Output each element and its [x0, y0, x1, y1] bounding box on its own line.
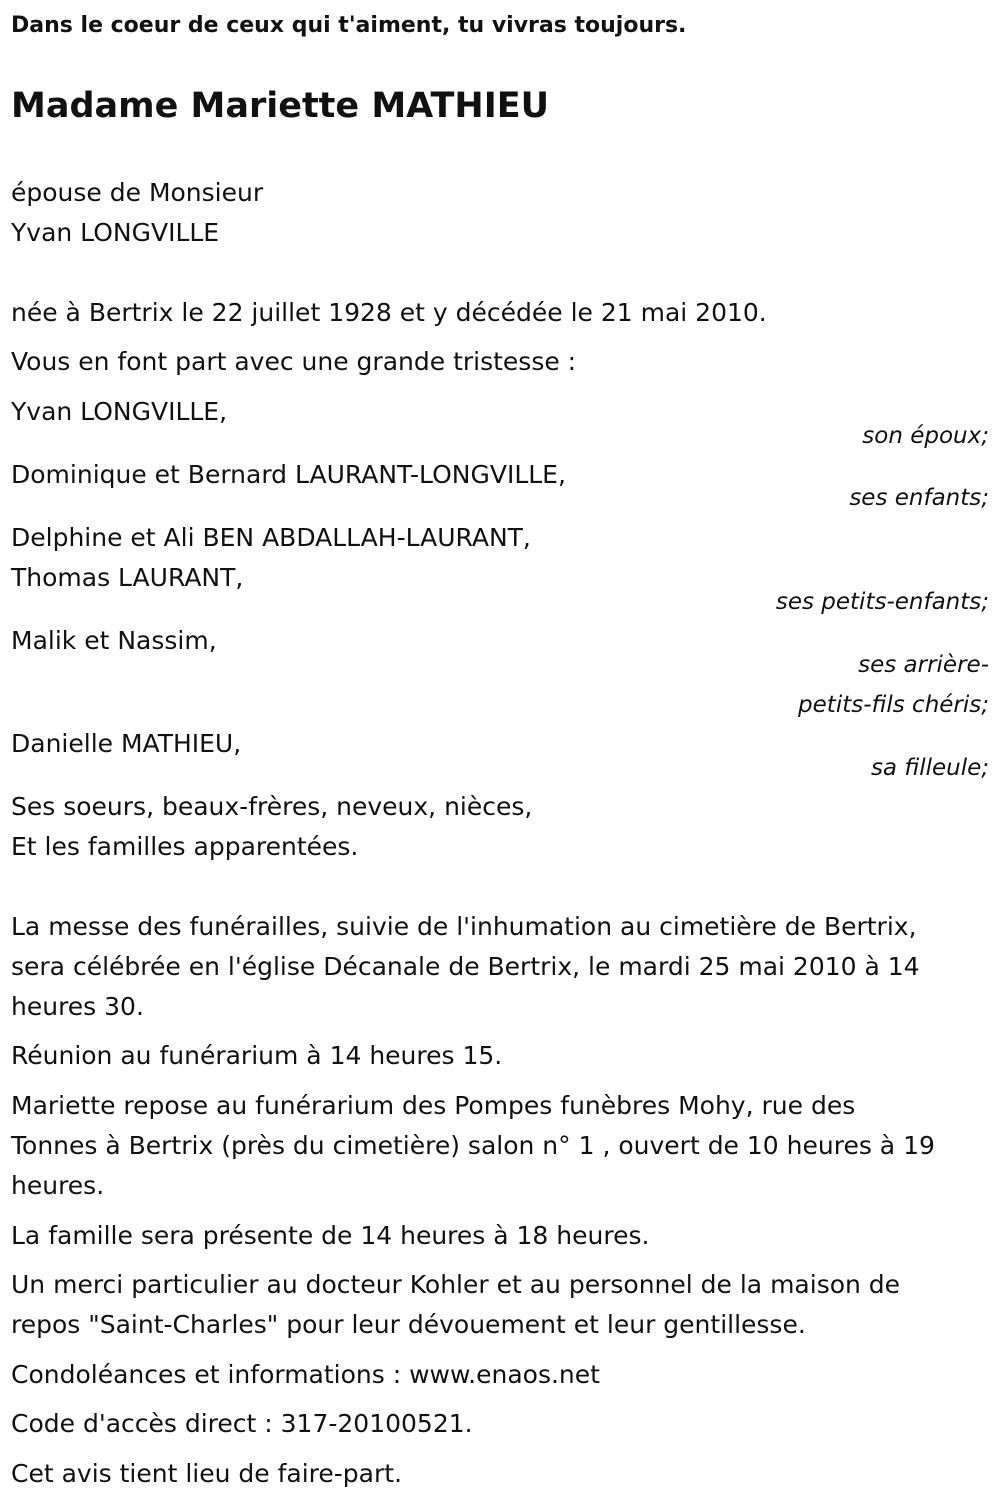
notice-line: Cet avis tient lieu de faire-part. — [11, 1459, 403, 1488]
condolences-line: Condoléances et informations : www.enaos.net — [11, 1360, 600, 1389]
family-relation: sa filleule; — [870, 755, 989, 781]
announcement-line: Vous en font part avec une grande tristesse : — [11, 347, 577, 376]
rest-line-2: Tonnes à Bertrix (près du cimetière) salon n° 1 , ouvert de 10 heures à 19 — [11, 1131, 935, 1160]
family-member-name: Yvan LONGVILLE, — [11, 397, 228, 426]
family-member-name: Malik et Nassim, — [11, 626, 217, 655]
family-member-name: Delphine et Ali BEN ABDALLAH-LAURANT, — [11, 523, 531, 552]
mass-line-1: La messe des funérailles, suivie de l'inhumation au cimetière de Bertrix, — [11, 912, 917, 941]
family-member-name: Danielle MATHIEU, — [11, 729, 242, 758]
mass-line-3: heures 30. — [11, 992, 144, 1021]
family-presence-line: La famille sera présente de 14 heures à 18 heures. — [11, 1221, 650, 1250]
extended-family-line-2: Et les familles apparentées. — [11, 832, 359, 861]
spouse-line-2: Yvan LONGVILLE — [11, 218, 220, 247]
tagline: Dans le coeur de ceux qui t'aiment, tu vivras toujours. — [11, 13, 687, 38]
deceased-name: Madame Mariette MATHIEU — [11, 86, 550, 126]
birth-death-line: née à Bertrix le 22 juillet 1928 et y décédée le 21 mai 2010. — [11, 298, 767, 327]
meeting-line: Réunion au funérarium à 14 heures 15. — [11, 1041, 503, 1070]
family-relation: ses arrière- — [858, 652, 989, 678]
access-code-line: Code d'accès direct : 317-20100521. — [11, 1409, 473, 1438]
family-relation: ses petits-enfants; — [775, 589, 989, 615]
thanks-line-1: Un merci particulier au docteur Kohler et au personnel de la maison de — [11, 1270, 901, 1299]
rest-line-1: Mariette repose au funérarium des Pompes funèbres Mohy, rue des — [11, 1091, 856, 1120]
family-member-name: Dominique et Bernard LAURANT-LONGVILLE, — [11, 460, 566, 489]
family-member-name: Thomas LAURANT, — [11, 563, 244, 592]
family-relation: ses enfants; — [849, 485, 989, 511]
thanks-line-2: repos "Saint-Charles" pour leur dévouement et leur gentillesse. — [11, 1310, 806, 1339]
family-relation: petits-fils chéris; — [798, 692, 989, 718]
spouse-line-1: épouse de Monsieur — [11, 178, 264, 207]
rest-line-3: heures. — [11, 1171, 105, 1200]
extended-family-line-1: Ses soeurs, beaux-frères, neveux, nièces, — [11, 792, 533, 821]
family-relation: son époux; — [862, 423, 989, 449]
mass-line-2: sera célébrée en l'église Décanale de Bertrix, le mardi 25 mai 2010 à 14 — [11, 952, 920, 981]
